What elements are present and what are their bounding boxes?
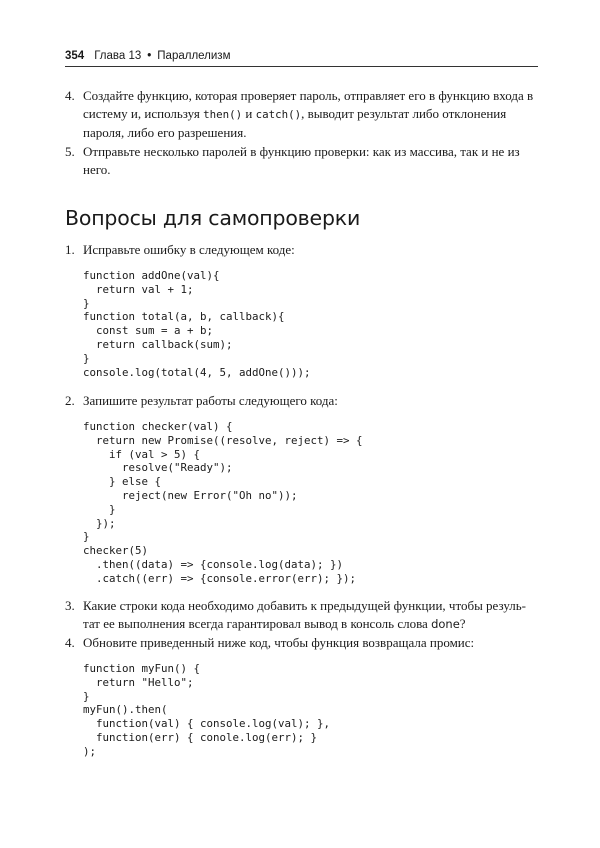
item-number: 2. — [65, 393, 75, 408]
item-text: Исправьте ошибку в следующем коде: — [83, 242, 295, 257]
item-number: 5. — [65, 144, 75, 159]
section-title: Вопросы для самопроверки — [65, 206, 361, 230]
item-text: Запишите результат работы следующего кода: — [83, 393, 338, 408]
exercise-item-5 — [65, 143, 538, 179]
code-block-2: function checker(val) { return new Promise((resolve, reject) => { if (val > 5) { resolve("Ready"); } else { reject(new Error("Oh no")); } }); } checker(5) .then((data) => {console.log(data); }) .catch((err) => {console.error(err); }); — [83, 420, 363, 585]
running-header — [65, 49, 538, 63]
inline-code-catch: catch() — [255, 108, 302, 121]
question-item-4 — [65, 634, 538, 652]
question-item-2 — [65, 392, 538, 410]
inline-code-then: then() — [203, 108, 243, 121]
inline-word-done: done — [431, 617, 460, 631]
section-label: Параллелизм — [157, 50, 231, 62]
item-text: Какие строки кода необходимо добавить к предыдущей функции, чтобы резуль-тат ее выполнения всегда гарантировал вывод в консоль слова done? — [83, 598, 527, 631]
code-block-4: function myFun() { return "Hello"; } myFun().then( function(val) { console.log(val); }, function(err) { conole.log(err); } ); — [83, 662, 331, 758]
item-text: Создайте функцию, которая проверяет пароль, отправляет его в функцию входа в систему и, используя then() и catch(), выводит результат либо отклонения пароля, либо его разрешения. — [83, 88, 534, 140]
header-bullet: • — [147, 50, 152, 62]
page-number: 354 — [65, 50, 85, 62]
item-number: 1. — [65, 242, 75, 257]
item-text: Обновите приведенный ниже код, чтобы функция возвращала промис: — [83, 635, 475, 650]
chapter-label: Глава 13 — [94, 50, 142, 62]
question-item-3 — [65, 597, 538, 633]
header-rule — [65, 66, 538, 67]
item-number: 4. — [65, 635, 75, 650]
item-number: 3. — [65, 598, 75, 613]
exercise-item-4 — [65, 87, 538, 142]
item-text: Отправьте несколько паролей в функцию проверки: как из массива, так и не из него. — [83, 144, 520, 177]
question-item-1 — [65, 241, 538, 259]
code-block-1: function addOne(val){ return val + 1; } function total(a, b, callback){ const sum = a + b; return callback(sum); } console.log(total(4, 5, addOne())); — [83, 269, 311, 379]
item-number: 4. — [65, 88, 75, 103]
